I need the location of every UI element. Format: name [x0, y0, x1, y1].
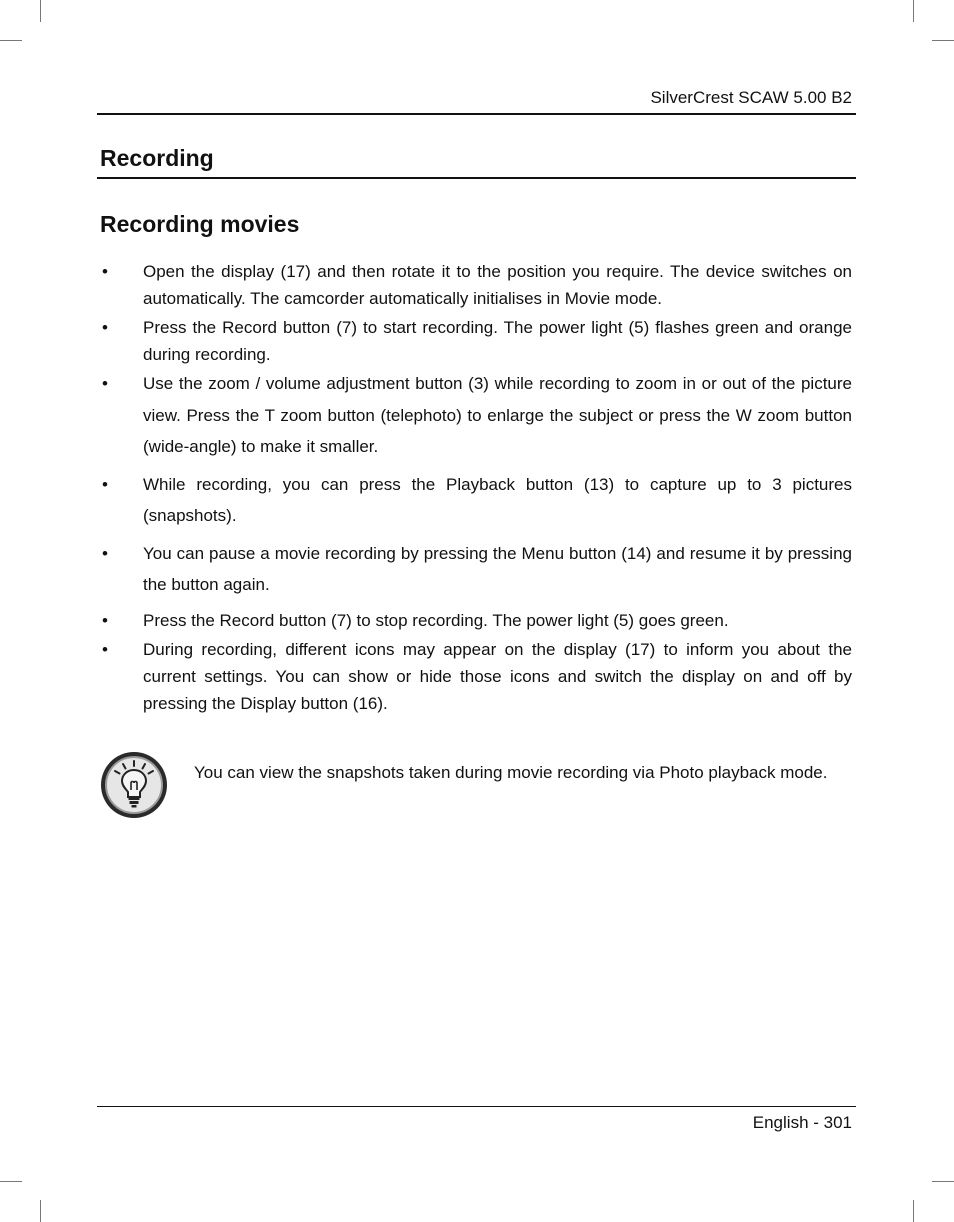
header-rule [97, 113, 856, 115]
crop-mark [40, 1200, 41, 1222]
list-item [100, 258, 852, 312]
bullet-marker: • [102, 374, 108, 393]
lightbulb-icon [99, 750, 169, 820]
crop-mark [932, 40, 954, 41]
list-item-text: You can pause a movie recording by pressing the Menu button (14) and resume it by pressing the button again. [143, 543, 852, 594]
list-item [100, 368, 852, 463]
list-item [100, 538, 852, 601]
list-item-text: Use the zoom / volume adjustment button (3) while recording to zoom in or out of the picture view. Press the T zoom button (telephoto) to enlarge the subject or press the W zoom button (wide-angle) to make it smaller. [143, 374, 852, 456]
list-item-text: Open the display (17) and then rotate it to the position you require. The device switches on automatically. The camcorder automatically initialises in Movie mode. [143, 262, 852, 308]
crop-mark [913, 0, 914, 22]
list-item [100, 636, 852, 717]
bullet-marker: • [102, 543, 108, 563]
list-item-text: Press the Record button (7) to start recording. The power light (5) flashes green and orange during recording. [143, 318, 852, 364]
list-item [100, 469, 852, 532]
list-item-text: During recording, different icons may appear on the display (17) to inform you about the current settings. You can show or hide those icons and switch the display on and off by pressing the Display button (16). [143, 639, 852, 713]
crop-mark [0, 1181, 22, 1182]
crop-mark [0, 40, 22, 41]
subsection-title: Recording movies [100, 211, 300, 237]
tip-note [99, 750, 853, 820]
tip-text: You can view the snapshots taken during movie recording via Photo playback mode. [194, 763, 828, 782]
list-item [100, 607, 852, 634]
page-number: English - 301 [752, 1113, 852, 1132]
bullet-marker: • [102, 318, 108, 337]
bullet-marker: • [102, 639, 108, 659]
bullet-marker: • [102, 610, 108, 630]
bullet-marker: • [102, 262, 108, 281]
bullet-marker: • [102, 474, 108, 494]
crop-mark [913, 1200, 914, 1222]
list-item-text: While recording, you can press the Playback button (13) to capture up to 3 pictures (snapshots). [143, 474, 852, 525]
footer-rule [97, 1106, 856, 1107]
list-item [100, 314, 852, 368]
section-title: Recording [100, 145, 214, 171]
section-rule [97, 177, 856, 179]
header-product: SilverCrest SCAW 5.00 B2 [650, 88, 852, 107]
crop-mark [932, 1181, 954, 1182]
crop-mark [40, 0, 41, 22]
list-item-text: Press the Record button (7) to stop recording. The power light (5) goes green. [143, 610, 729, 630]
instruction-list [100, 258, 852, 717]
